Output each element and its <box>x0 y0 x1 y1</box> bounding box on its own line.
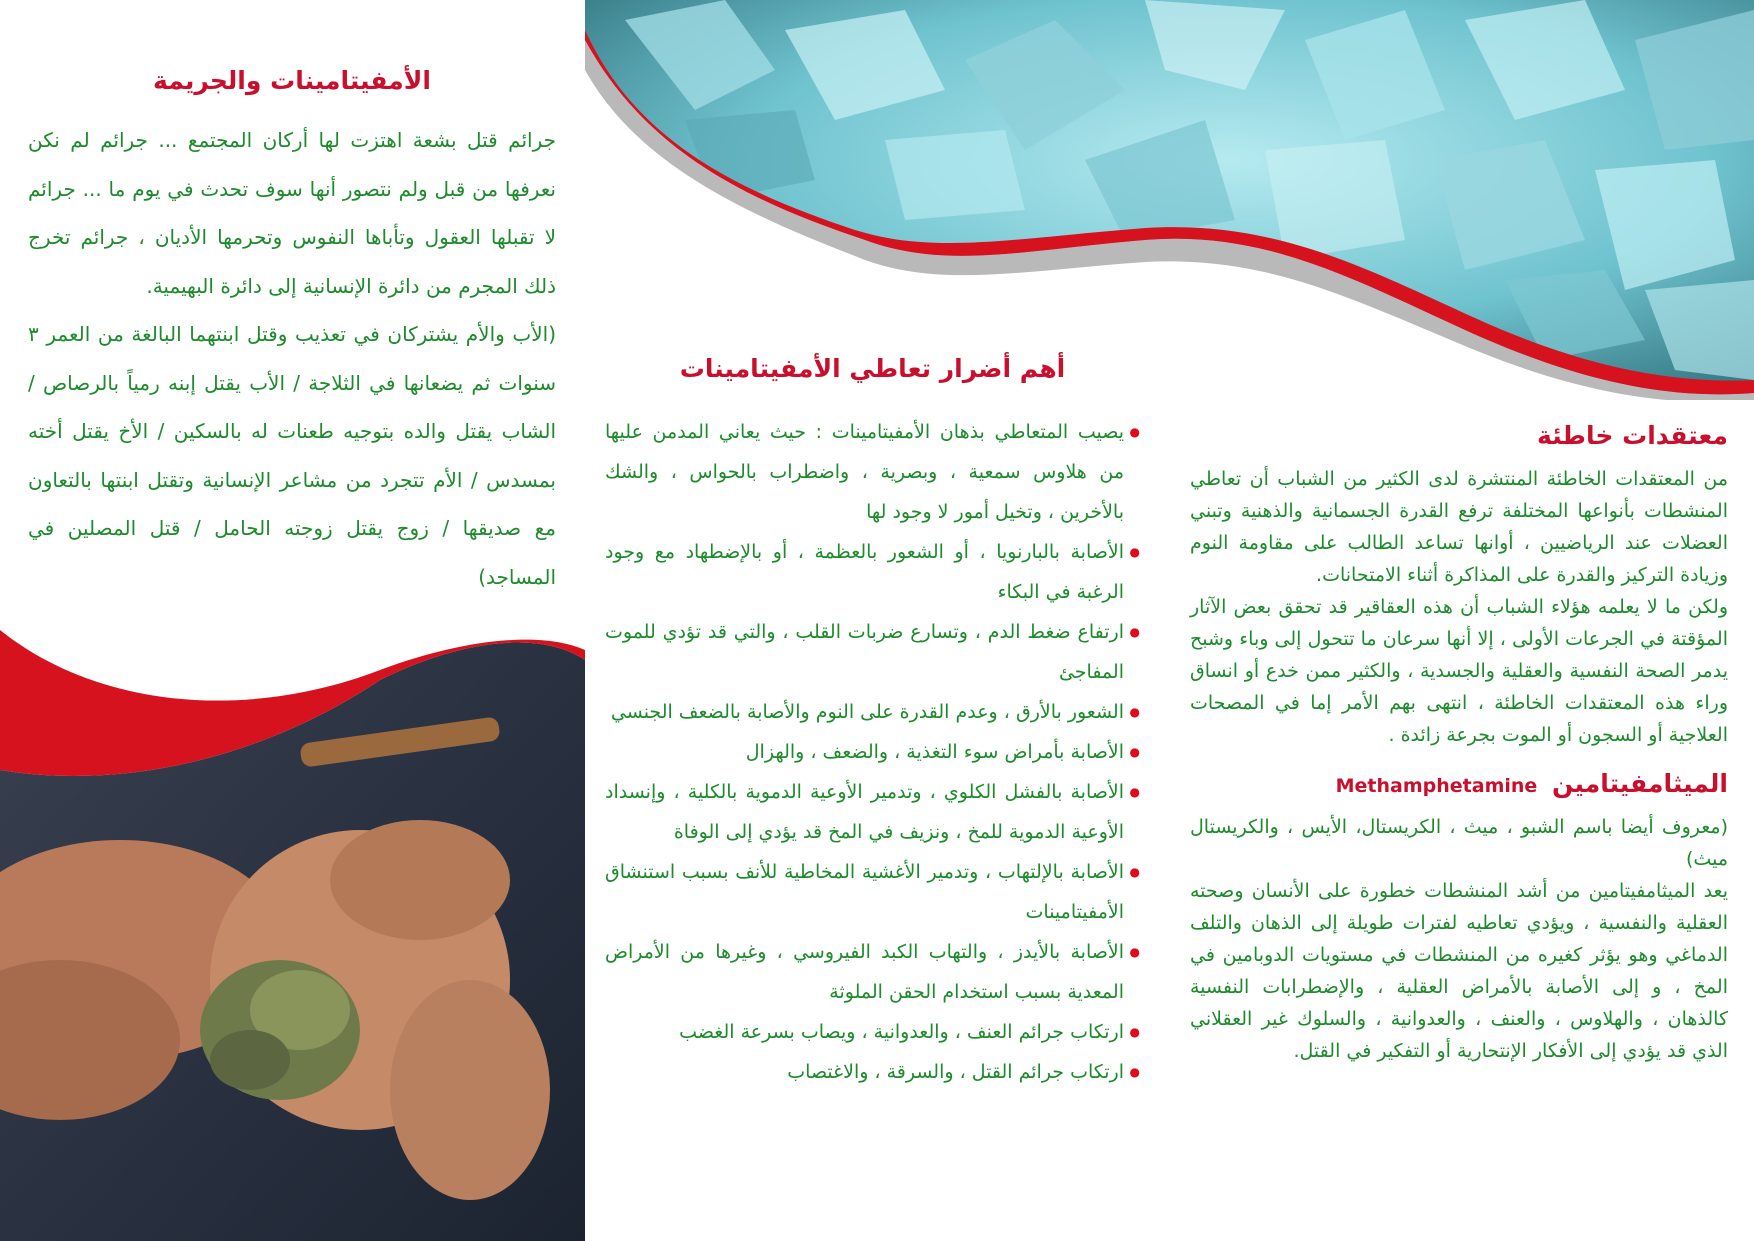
left-column <box>28 64 556 601</box>
methamphetamine-aliases: (معروف أيضا باسم الشبو ، ميث ، الكريستال، الأيس ، والكريستال ميث) <box>1190 816 1728 870</box>
left-column-paragraph: جرائم قتل بشعة اهتزت لها أركان المجتمع ... جرائم لم نكن نعرفها من قبل ولم نتصور أنها سوف تحدث في يوم ما ... جرائم لا تقبلها العقول وتأباها النفوس وتحرمها الأديان ، جرائم تخرج ذلك المجرم من دائرة الإنسانية إلى دائرة البهيمية. <box>28 128 556 298</box>
hands-holding-dried-herbs-photo <box>0 620 585 1241</box>
methamphetamine-heading <box>1190 767 1728 803</box>
middle-column-title: أهم أضرار تعاطي الأمفيتامينات <box>679 354 1066 383</box>
misconceptions-paragraph-2: ولكن ما لا يعلمه هؤلاء الشباب أن هذه العقاقير قد تحقق بعض الآثار المؤقتة في الجرعات الأولى ، إلا أنها سرعان ما تتحول إلى وباء وشبح يدمر الصحة النفسية والعقلية والجسدية ، والكثير ممن خدع أو انساق وراء هذه المعتقدات الخاطئة ، انتهى بهم الأمر إما في المصحات العلاجية أو السجون أو الموت بجرعة زائدة . <box>1190 596 1728 746</box>
methamphetamine-paragraph: يعد الميثامفيتامين من أشد المنشطات خطورة على الأنسان وصحته العقلية والنفسية ، ويؤدي تعاطيه لفترات طويلة إلى الذهان والتلف الدماغي وهو يؤثر كغيره من المنشطات في مستويات الدوبامين في المخ ، و إلى الأصابة بالأمراض العقلية ، والإضطرابات النفسية كالذهان ، والهلاوس ، والعنف ، والعدوانية ، والسلوك غير العقلاني الذي قد يؤدي إلى الأفكار الإنتحارية أو التفكير في القتل. <box>1190 880 1728 1062</box>
blue-crystal-photo <box>585 0 1754 400</box>
list-item: ● الأصابة بالإلتهاب ، وتدمير الأغشية المخاطية للأنف بسبب استنشاق الأمفيتامينات <box>605 852 1140 932</box>
middle-column <box>605 352 1140 1092</box>
right-column-title: معتقدات خاطئة <box>1537 421 1728 450</box>
list-item: ● الأصابة بالفشل الكلوي ، وتدمير الأوعية الدموية بالكلية ، وإنسداد الأوعية الدموية للمخ ، ونزيف في المخ قد يؤدي إلى الوفاة <box>605 772 1140 852</box>
misconceptions-paragraph: من المعتقدات الخاطئة المنتشرة لدى الكثير من الشباب أن تعاطي المنشطات بأنواعها المختلفة ترفع القدرة الجسمانية والذهنية وتبني العضلات عند الرياضيين ، أوانها تساعد الطالب على مقاومة النوم وزيادة التركيز والقدرة على المذاكرة أثناء الامتحانات. <box>1190 468 1728 586</box>
right-column <box>1190 419 1728 1067</box>
list-item: ● الأصابة بأمراض سوء التغذية ، والضعف ، والهزال <box>605 732 1140 772</box>
list-item: ● ارتفاع ضغط الدم ، وتسارع ضربات القلب ، والتي قد تؤدي للموت المفاجئ <box>605 612 1140 692</box>
list-item: ● يصيب المتعاطي بذهان الأمفيتامينات : حيث يعاني المدمن عليها من هلاوس سمعية ، وبصرية ، واضطراب بالحواس ، والشك بالأخرين ، وتخيل أمور لا وجود لها <box>605 412 1140 532</box>
list-item: ● الأصابة بالأيدز ، والتهاب الكبد الفيروسي ، وغيرها من الأمراض المعدية بسبب استخدام الحقن الملوثة <box>605 932 1140 1012</box>
list-item: ● الأصابة بالبارنويا ، أو الشعور بالعظمة ، أو بالإضطهاد مع وجود الرغبة في البكاء <box>605 532 1140 612</box>
methamphetamine-title-en: Methamphetamine <box>1335 775 1538 797</box>
methamphetamine-title-ar: الميثامفيتامين <box>1552 769 1728 798</box>
left-column-crimes-list: (الأب والأم يشتركان في تعذيب وقتل ابنتهما البالغة من العمر ٣ سنوات ثم يضعانها في الثلاجة / الأب يقتل إبنه رمياً بالرصاص / الشاب يقتل والده بتوجيه طعنات له بالسكين / الأخ يقتل أخته بمسدس / الأم تتجرد من مشاعر الإنسانية وتقتل ابنتها بالتعاون مع صديقها / زوج يقتل زوجته الحامل / قتل المصلين في المساجد) <box>28 322 556 589</box>
harms-list <box>605 412 1140 1092</box>
left-column-title: الأمفيتامينات والجريمة <box>153 66 431 95</box>
list-item: ● ارتكاب جرائم القتل ، والسرقة ، والاغتصاب <box>605 1052 1140 1092</box>
list-item: ● الشعور بالأرق ، وعدم القدرة على النوم والأصابة بالضعف الجنسي <box>605 692 1140 732</box>
list-item: ● ارتكاب جرائم العنف ، والعدوانية ، ويصاب بسرعة الغضب <box>605 1012 1140 1052</box>
